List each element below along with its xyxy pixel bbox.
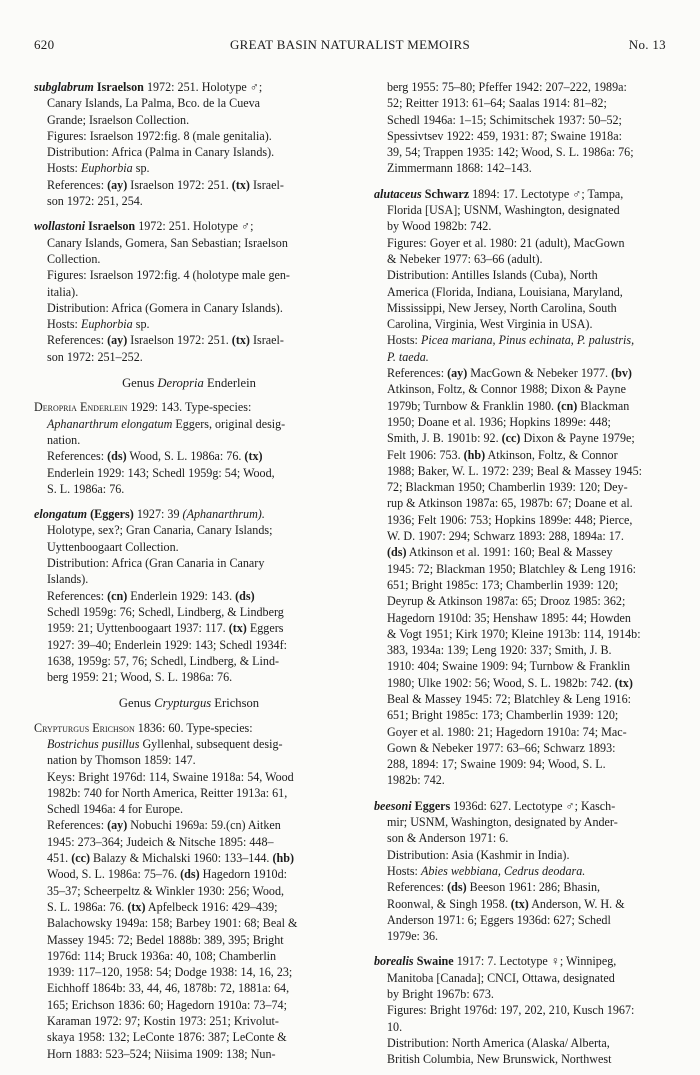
entry-text-line: British Columbia, New Brunswick, Northwest bbox=[387, 1052, 612, 1067]
entry-text-line: References: (ay) Israelson 1972: 251. (tx) Israel- bbox=[47, 177, 284, 192]
entry-text-line: Schedl 1946a: 1–15; Schimitschek 1937: 50–52; bbox=[387, 112, 622, 127]
genus-heading-crypturgus bbox=[34, 695, 344, 711]
entry-text-line: 1982b: 740 for North America, Reitter 1913a: 61, bbox=[47, 785, 288, 800]
entry-wollastoni bbox=[34, 218, 344, 365]
entry-text-line: Bostrichus pusillus Gyllenhal, subsequent desig- bbox=[47, 736, 283, 751]
entry-text-line: Distribution: Africa (Gran Canaria in Canary bbox=[47, 556, 265, 571]
entry-text-line: S. L. 1986a: 76. (tx) Apfelbeck 1916: 429–439; bbox=[47, 899, 278, 914]
entry-text-line: P. taeda. bbox=[387, 349, 429, 364]
entry-text-line: Atkinson, Foltz, & Connor 1988; Dixon & Payne bbox=[387, 382, 626, 397]
entry-text-line: Eichhoff 1864b: 33, 44, 46, 1878b: 72, 1881a: 64, bbox=[47, 981, 290, 996]
entry-text-line: 1976d: 114; Bruck 1936a: 40, 108; Chamberlin bbox=[47, 948, 277, 963]
entry-text-line: Figures: Goyer et al. 1980: 21 (adult), MacGown bbox=[387, 235, 625, 250]
entry-text-line: 165; Erichson 1836: 60; Hagedorn 1910a: 73–74; bbox=[47, 997, 287, 1012]
entry-text-line: Islands). bbox=[47, 572, 89, 587]
entry-text-line: skaya 1958: 132; LeConte 1876: 387; LeConte & bbox=[47, 1030, 287, 1045]
left-column bbox=[34, 79, 344, 1062]
entry-text-line: Balachowsky 1949a: 158; Barbey 1901: 68; Beal & bbox=[47, 916, 298, 931]
entry-text-line: nation. bbox=[47, 432, 81, 447]
entry-text-line: Mississippi, New Jersey, North Carolina, South bbox=[387, 300, 617, 315]
entry-text-line: References: (cn) Enderlein 1929: 143. (ds) bbox=[47, 588, 255, 603]
entry-text-line: by Wood 1982b: 742. bbox=[387, 219, 492, 234]
entry-text-line: & Vogt 1951; Kirk 1970; Kleine 1913b: 114, 1914b: bbox=[387, 626, 641, 641]
entry-heading-line: berg 1955: 75–80; Pfeffer 1942: 207–222, 1989a: bbox=[387, 80, 627, 94]
entry-text-line: 72; Blackman 1950; Chamberlin 1939: 120; Dey- bbox=[387, 480, 628, 495]
entry-text-line: rup & Atkinson 1987a: 65, 1987b: 67; Doane et al. bbox=[387, 496, 633, 511]
entry-elongatum bbox=[34, 506, 344, 685]
entry-text-line: America (Florida, Indiana, Louisiana, Maryland, bbox=[387, 284, 623, 299]
entry-text-line: Deyrup & Atkinson 1987a: 65; Drooz 1985: 362; bbox=[387, 594, 626, 609]
entry-text-line: Canary Islands, Gomera, San Sebastian; Israelson bbox=[47, 235, 288, 250]
entry-text-line: Wood, S. L. 1986a: 75–76. (ds) Hagedorn 1910d: bbox=[47, 867, 287, 882]
entry-text-line: 1945: 72; Blackman 1950; Blatchley & Leng 1916: bbox=[387, 561, 637, 576]
entry-text-line: 1980; Ulke 1902: 56; Wood, S. L. 1982b: 742. (tx) bbox=[387, 675, 633, 690]
entry-text-line: 1988; Baker, W. L. 1972: 239; Beal & Massey 1945: bbox=[387, 463, 642, 478]
entry-heading-line: beesoni Eggers 1936d: 627. Lectotype ♂; Kasch- bbox=[374, 798, 616, 813]
entry-heading-line: Crypturgus Erichson 1836: 60. Type-species: bbox=[34, 720, 253, 735]
entry-text-line: Enderlein 1929: 143; Schedl 1959g: 54; Wood, bbox=[47, 465, 275, 480]
entry-heading-line: Deropria Enderlein 1929: 143. Type-species: bbox=[34, 400, 252, 415]
entry-text-line: son 1972: 251, 254. bbox=[47, 194, 143, 209]
entry-text-line: Zimmermann 1868: 142–143. bbox=[387, 161, 532, 176]
entry-text-line: 1927: 39–40; Enderlein 1929: 143; Schedl 1934f: bbox=[47, 637, 287, 652]
entry-text-line: nation by Thomson 1859: 147. bbox=[47, 753, 196, 768]
entry-text-line: W. D. 1907: 294; Schwarz 1893: 288, 1894a: 17. bbox=[387, 529, 624, 544]
entry-text-line: Hosts: Euphorbia sp. bbox=[47, 317, 150, 332]
genus-heading-text: Genus Deropria Enderlein bbox=[122, 376, 256, 391]
entry-text-line: Horn 1883: 523–524; Niisima 1909: 138; Nun- bbox=[47, 1046, 276, 1061]
entry-text-line: mir; USNM, Washington, designated by Ander- bbox=[387, 815, 618, 830]
entry-text-line: 1982b: 742. bbox=[387, 773, 445, 788]
entry-heading-line: subglabrum Israelson 1972: 251. Holotype ♂; bbox=[34, 80, 263, 94]
entry-text-line: 1950; Doane et al. 1936; Hopkins 1899e: 448; bbox=[387, 414, 611, 429]
entry-text-line: References: (ay) MacGown & Nebeker 1977. (bv) bbox=[387, 366, 632, 381]
entry-text-line: Grande; Israelson Collection. bbox=[47, 112, 190, 127]
entry-text-line: Distribution: Antilles Islands (Cuba), North bbox=[387, 268, 598, 283]
entry-text-line: Goyer et al. 1980: 21; Hagedorn 1910a: 74; Mac- bbox=[387, 724, 627, 739]
issue-number: No. 13 bbox=[628, 37, 666, 52]
entry-text-line: Aphanarthrum elongatum Eggers, original desig- bbox=[47, 416, 286, 431]
entry-text-line: Hosts: Euphorbia sp. bbox=[47, 161, 150, 176]
entry-text-line: Uyttenboogaart Collection. bbox=[47, 539, 179, 554]
entry-text-line: son 1972: 251–252. bbox=[47, 349, 143, 364]
entry-text-line: Schedl 1959g: 76; Schedl, Lindberg, & Lindberg bbox=[47, 604, 284, 619]
entry-text-line: italia). bbox=[47, 284, 79, 299]
entry-heading-line: wollastoni Israelson 1972: 251. Holotype ♂; bbox=[34, 219, 254, 234]
running-header bbox=[34, 37, 666, 55]
entry-text-line: References: (ds) Wood, S. L. 1986a: 76. (tx) bbox=[47, 449, 263, 464]
entry-text-line: (ds) Atkinson et al. 1991: 160; Beal & Massey bbox=[387, 545, 613, 560]
entry-text-line: Holotype, sex?; Gran Canaria, Canary Islands; bbox=[47, 523, 273, 538]
entry-text-line: Distribution: Africa (Gomera in Canary Islands). bbox=[47, 300, 283, 315]
entry-heading-line: alutaceus Schwarz 1894: 17. Lectotype ♂; Tampa, bbox=[374, 186, 624, 201]
entry-text-line: Roonwal, & Singh 1958. (tx) Anderson, W. H. & bbox=[387, 896, 625, 911]
entry-beesoni bbox=[374, 798, 684, 945]
entry-heading-line: elongatum (Eggers) 1927: 39 (Aphanarthrum). bbox=[34, 507, 265, 522]
entry-text-line: Figures: Bright 1976d: 197, 202, 210, Kusch 1967: bbox=[387, 1003, 635, 1018]
entry-text-line: son & Anderson 1971: 6. bbox=[387, 831, 509, 846]
entry-text-line: Hosts: Abies webbiana, Cedrus deodara. bbox=[387, 863, 586, 878]
entry-borealis bbox=[374, 953, 684, 1067]
entry-text-line: 52; Reitter 1913: 61–64; Saalas 1914: 81–82; bbox=[387, 96, 607, 111]
entry-text-line: Massey 1945: 72; Bedel 1888b: 389, 395; Bright bbox=[47, 932, 284, 947]
entry-text-line: 1979e: 36. bbox=[387, 929, 439, 944]
right-column bbox=[374, 79, 684, 1068]
entry-text-line: 1939: 117–120, 1958: 54; Dodge 1938: 14, 16, 23; bbox=[47, 965, 293, 980]
entry-text-line: Florida [USA]; USNM, Washington, designated bbox=[387, 203, 620, 218]
entry-text-line: References: (ds) Beeson 1961: 286; Bhasin, bbox=[387, 880, 601, 895]
entry-text-line: 1945: 273–364; Judeich & Nitsche 1895: 448– bbox=[47, 834, 274, 849]
entry-text-line: Distribution: North America (Alaska/ Alberta, bbox=[387, 1035, 610, 1050]
entry-text-line: by Bright 1967b: 673. bbox=[387, 987, 494, 1002]
entry-text-line: 383, 1934a: 139; Leng 1920: 337; Smith, J. B. bbox=[387, 643, 612, 658]
entry-text-line: 39, 54; Trappen 1935: 142; Wood, S. L. 1986a: 76; bbox=[387, 145, 634, 160]
entry-text-line: 1910: 404; Swaine 1909: 94; Turnbow & Franklin bbox=[387, 659, 631, 674]
entry-text-line: 35–37; Scheerpeltz & Winkler 1930: 256; Wood, bbox=[47, 883, 285, 898]
entry-text-line: 651; Bright 1985c: 173; Chamberlin 1939: 120; bbox=[387, 577, 619, 592]
entry-deropria bbox=[34, 399, 344, 497]
genus-heading-deropria bbox=[34, 375, 344, 391]
entry-alutaceus bbox=[374, 186, 684, 789]
entry-text-line: 1959: 21; Uyttenboogaart 1937: 117. (tx) Eggers bbox=[47, 621, 284, 636]
entry-subglabrum bbox=[34, 79, 344, 209]
entry-text-line: Carolina, Virginia, West Virginia in USA). bbox=[387, 317, 593, 332]
entry-text-line: S. L. 1986a: 76. bbox=[47, 481, 125, 496]
page-number: 620 bbox=[34, 37, 55, 52]
entry-text-line: & Nebeker 1977: 63–66 (adult). bbox=[387, 251, 543, 266]
entry-text-line: Beal & Massey 1945: 72; Blatchley & Leng 1916: bbox=[387, 691, 632, 706]
entry-text-line: berg 1959: 21; Wood, S. L. 1986a: 76. bbox=[47, 670, 233, 685]
entry-text-line: 451. (cc) Balazy & Michalski 1960: 133–144. (hb) bbox=[47, 851, 294, 866]
entry-text-line: Schedl 1946a: 4 for Europe. bbox=[47, 802, 184, 817]
entry-text-line: 1979b; Turnbow & Franklin 1980. (cn) Blackman bbox=[387, 398, 630, 413]
entry-text-line: 651; Bright 1985c: 173; Chamberlin 1939: 120; bbox=[387, 708, 619, 723]
entry-text-line: 10. bbox=[387, 1019, 403, 1034]
entry-text-line: Distribution: Asia (Kashmir in India). bbox=[387, 847, 570, 862]
entry-heading-line: borealis Swaine 1917: 7. Lectotype ♀; Winnipeg, bbox=[374, 954, 617, 969]
entry-text-line: References: (ay) Israelson 1972: 251. (tx) Israel- bbox=[47, 333, 284, 348]
entry-text-line: Figures: Israelson 1972:fig. 4 (holotype male gen- bbox=[47, 268, 290, 283]
entry-text-line: 1936; Felt 1906: 753; Hopkins 1899e: 448; Pierce, bbox=[387, 512, 633, 527]
entry-crypturgus bbox=[34, 720, 344, 1062]
entry-text-line: Karaman 1972: 97; Kostin 1973: 251; Krivolut- bbox=[47, 1014, 279, 1029]
journal-title: GREAT BASIN NATURALIST MEMOIRS bbox=[229, 37, 471, 52]
entry-text-line: Gown & Nebeker 1977: 63–66; Schwarz 1893: bbox=[387, 740, 616, 755]
entry-text-line: Distribution: Africa (Palma in Canary Islands). bbox=[47, 145, 275, 160]
entry-text-line: Collection. bbox=[47, 251, 101, 266]
entry-text-line: Spessivtsev 1922: 459, 1931: 87; Swaine 1918a: bbox=[387, 128, 622, 143]
entry-text-line: Anderson 1971: 6; Eggers 1936d: 627; Schedl bbox=[387, 912, 611, 927]
entry-text-line: Felt 1906: 753. (hb) Atkinson, Foltz, & Connor bbox=[387, 447, 618, 462]
genus-heading-text: Genus Crypturgus Erichson bbox=[118, 696, 260, 711]
entry-text-line: Manitoba [Canada]; CNCI, Ottawa, designated bbox=[387, 970, 615, 985]
entry-text-line: 288, 1894: 17; Swaine 1909: 94; Wood, S. L. bbox=[387, 757, 606, 772]
entry-text-line: Hosts: Picea mariana, Pinus echinata, P. palustris, bbox=[387, 333, 635, 348]
entry-crypturgus-continued bbox=[374, 79, 684, 177]
entry-text-line: 1638, 1959g: 57, 76; Schedl, Lindberg, & Lind- bbox=[47, 653, 280, 668]
entry-text-line: Canary Islands, La Palma, Bco. de la Cueva bbox=[47, 96, 261, 111]
entry-text-line: Keys: Bright 1976d: 114, Swaine 1918a: 54, Wood bbox=[47, 769, 294, 784]
entry-text-line: Hagedorn 1910d: 35; Henshaw 1895: 44; Howden bbox=[387, 610, 631, 625]
entry-text-line: Figures: Israelson 1972:fig. 8 (male genitalia). bbox=[47, 128, 272, 143]
entry-text-line: Smith, J. B. 1901b: 92. (cc) Dixon & Payne 1979e; bbox=[387, 431, 635, 446]
entry-text-line: References: (ay) Nobuchi 1969a: 59.(cn) Aitken bbox=[47, 818, 281, 833]
